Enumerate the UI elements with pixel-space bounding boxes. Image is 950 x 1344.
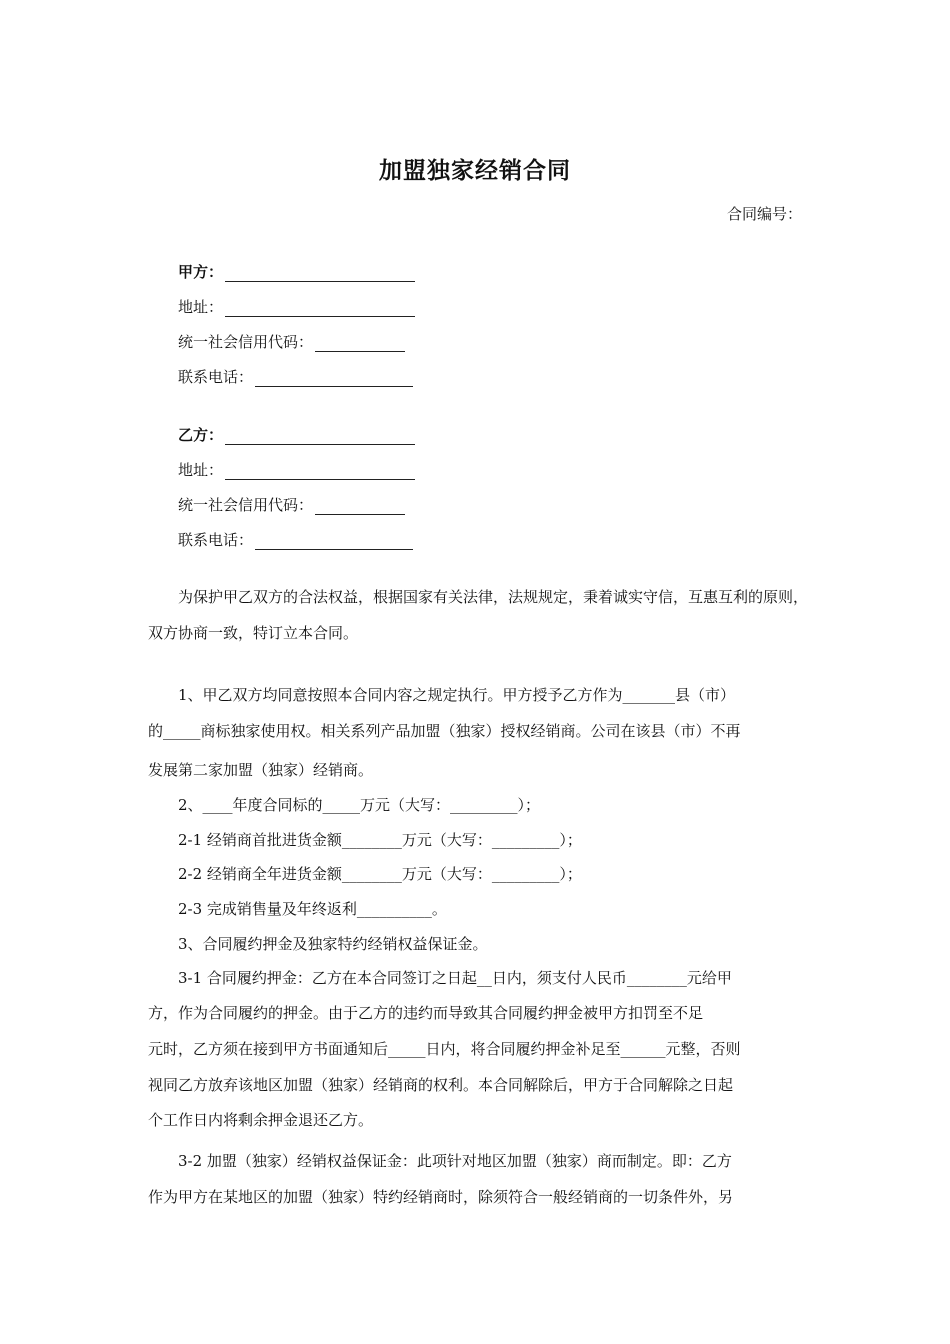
party-a-label: 甲方：	[178, 263, 224, 281]
clause-2: 2、____年度合同标的_____万元（大写：_________）；	[178, 796, 541, 814]
clause-3-2-line-2: 作为甲方在某地区的加盟（独家）特约经销商时，除须符合一般经销商的一切条件外，另	[148, 1188, 734, 1206]
clause-3-1-line-3: 元时，乙方须在接到甲方书面通知后_____日内，将合同履约押金补足至______元整，否则	[148, 1040, 741, 1058]
clause-1-line-3: 发展第二家加盟（独家）经销商。	[148, 761, 374, 779]
clause-3-1-line-1: 3-1 合同履约押金：乙方在本合同签订之日起__日内，须支付人民币________元给甲	[178, 969, 732, 987]
party-a-phone-label: 联系电话：	[178, 368, 254, 386]
party-a-credit-code-field[interactable]	[178, 332, 405, 352]
party-b-address-blank[interactable]	[225, 463, 415, 480]
party-b-phone-field[interactable]	[178, 530, 413, 550]
clause-1-line-2: 的_____商标独家使用权。相关系列产品加盟（独家）授权经销商。公司在该县（市）不再	[148, 722, 741, 740]
party-b-credit-code-blank[interactable]	[315, 498, 405, 515]
party-a-address-field[interactable]	[178, 297, 415, 317]
contract-number-label: 合同编号：	[726, 205, 802, 223]
preamble-paragraph: 为保护甲乙双方的合法权益，根据国家有关法律，法规规定，秉着诚实守信，互惠互利的原则，双方协商一致，特订立本合同。	[148, 588, 809, 642]
party-b-blank[interactable]	[225, 428, 415, 445]
party-b-field[interactable]	[178, 425, 415, 445]
clause-3-1-line-2: 方，作为合同履约的押金。由于乙方的违约而导致其合同履约押金被甲方扣罚至不足	[148, 1004, 704, 1022]
party-a-field[interactable]	[178, 262, 415, 282]
party-b-address-label: 地址：	[178, 461, 224, 479]
party-a-blank[interactable]	[225, 265, 415, 282]
clause-2-1: 2-1 经销商首批进货金额________万元（大写：_________）；	[178, 831, 582, 849]
party-b-credit-code-field[interactable]	[178, 495, 405, 515]
party-a-credit-code-label: 统一社会信用代码：	[178, 333, 314, 351]
party-b-phone-blank[interactable]	[255, 533, 413, 550]
party-a-address-label: 地址：	[178, 298, 224, 316]
clause-3: 3、合同履约押金及独家特约经销权益保证金。	[178, 935, 488, 953]
party-a-phone-field[interactable]	[178, 367, 413, 387]
clause-2-2: 2-2 经销商全年进货金额________万元（大写：_________）；	[178, 865, 582, 883]
party-b-phone-label: 联系电话：	[178, 531, 254, 549]
clause-1-line-1: 1、甲乙双方均同意按照本合同内容之规定执行。甲方授予乙方作为_______县（市）	[178, 686, 736, 704]
clause-3-2-line-1: 3-2 加盟（独家）经销权益保证金：此项针对地区加盟（独家）商而制定。即：乙方	[178, 1152, 732, 1170]
party-a-credit-code-blank[interactable]	[315, 335, 405, 352]
party-a-address-blank[interactable]	[225, 300, 415, 317]
party-b-address-field[interactable]	[178, 460, 415, 480]
clause-2-3: 2-3 完成销售量及年终返利__________。	[178, 900, 447, 918]
party-a-phone-blank[interactable]	[255, 370, 413, 387]
party-b-credit-code-label: 统一社会信用代码：	[178, 496, 314, 514]
clause-3-1-line-4: 视同乙方放弃该地区加盟（独家）经销商的权利。本合同解除后，甲方于合同解除之日起	[148, 1076, 734, 1094]
document-title: 加盟独家经销合同	[379, 158, 571, 184]
party-b-label: 乙方：	[178, 426, 224, 444]
clause-3-1-line-5: 个工作日内将剩余押金退还乙方。	[148, 1111, 374, 1129]
